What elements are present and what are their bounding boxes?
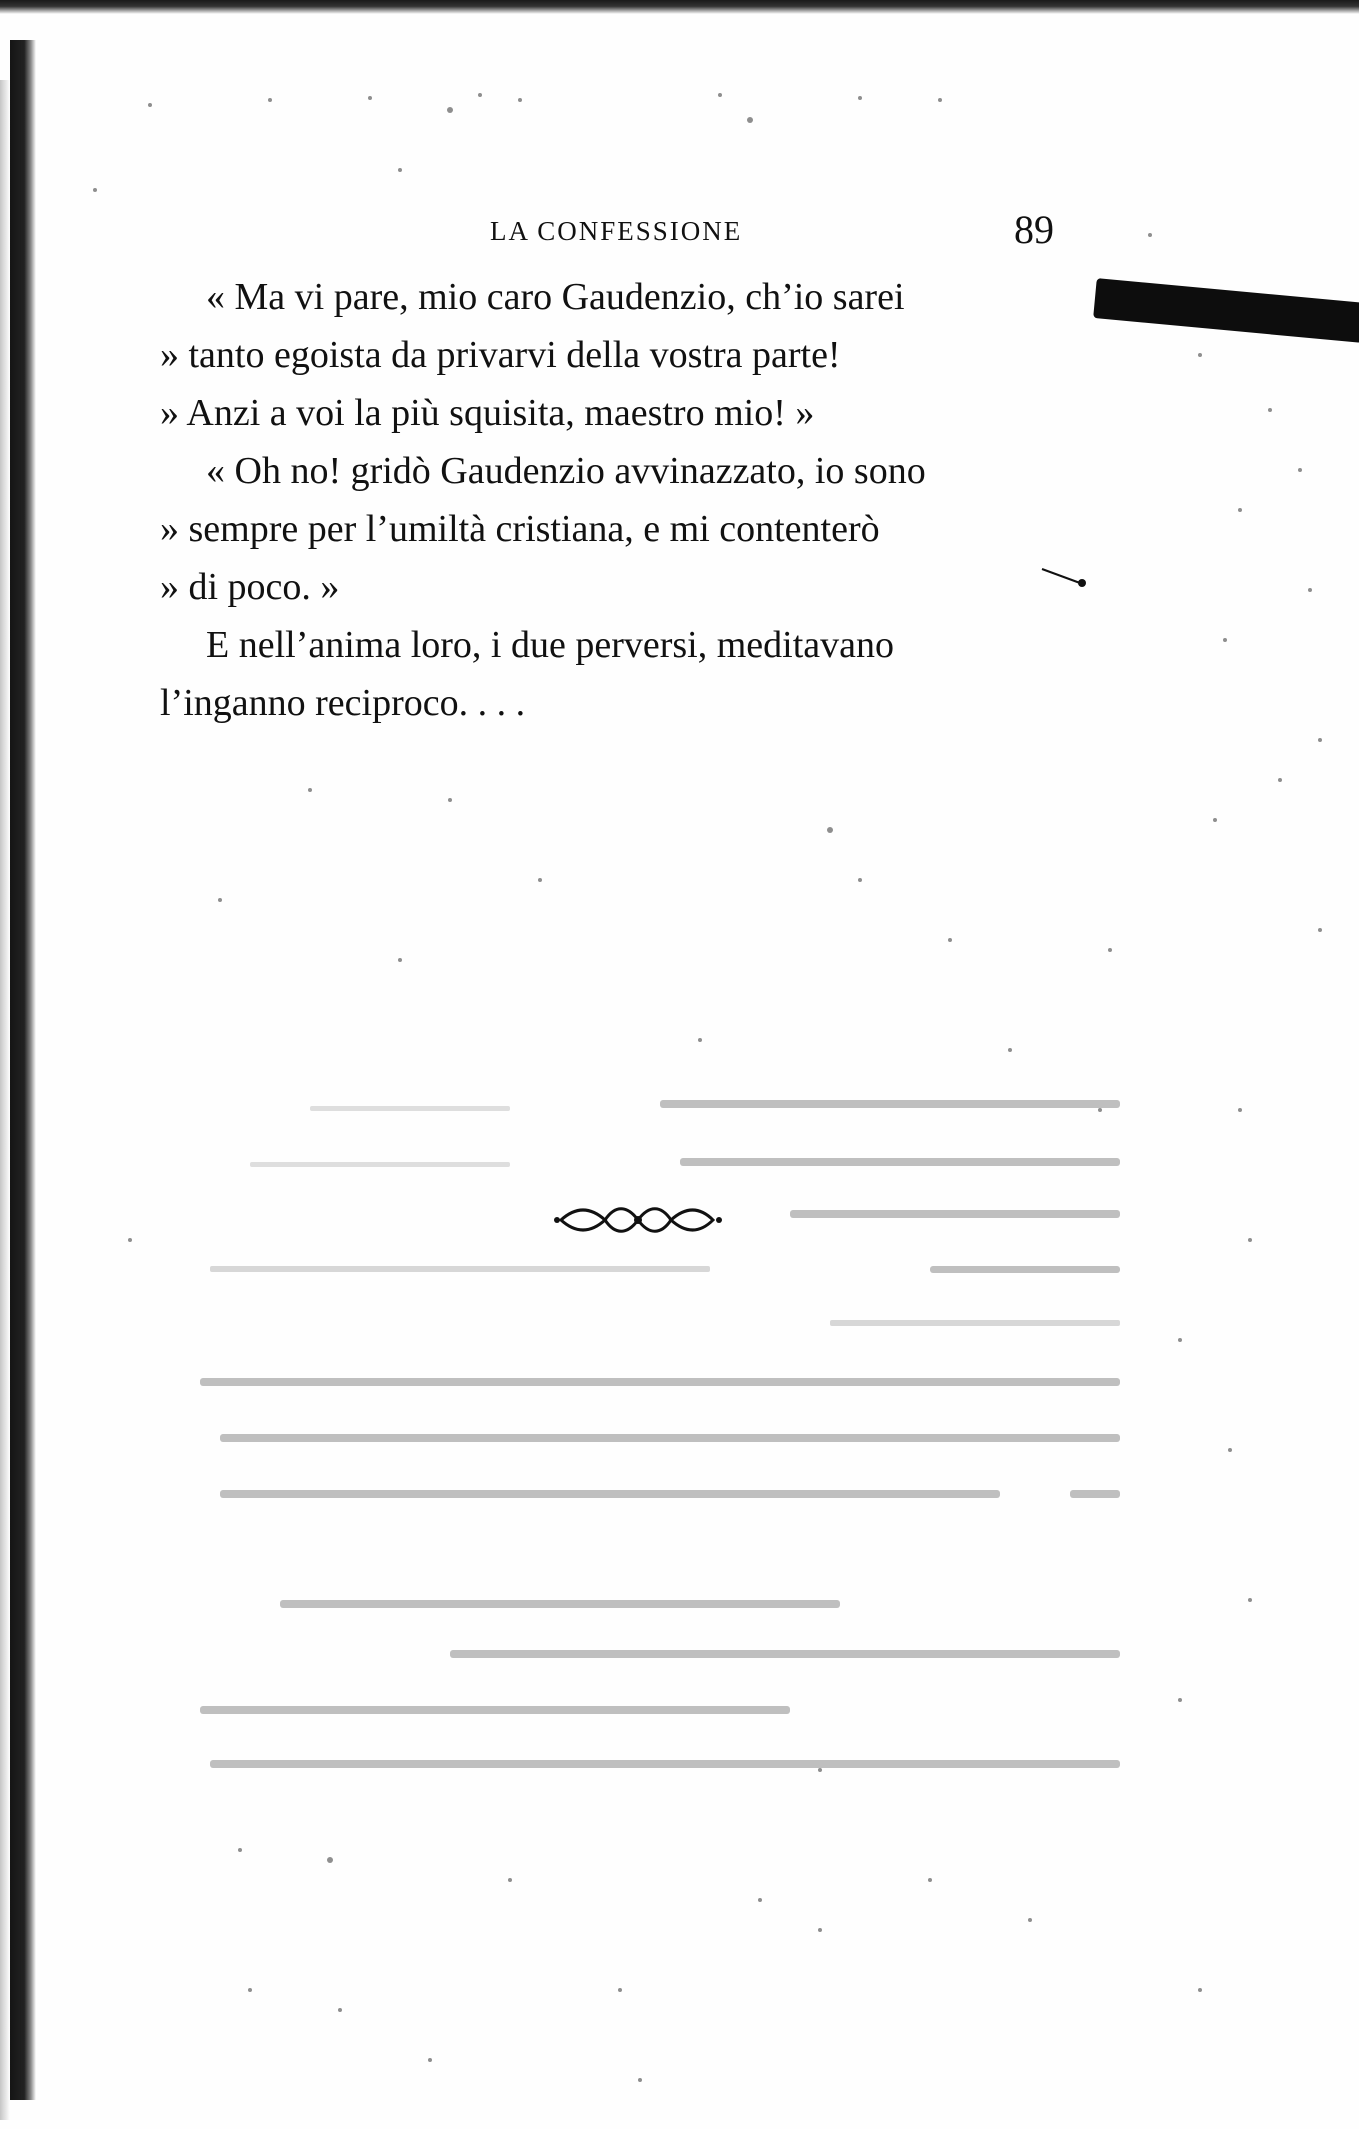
scan-left-edge bbox=[10, 40, 36, 2100]
scan-top-edge bbox=[0, 0, 1359, 14]
text-line: E nell’anima loro, i due perversi, meditavano bbox=[206, 624, 894, 666]
page-number: 89 bbox=[1014, 207, 1054, 252]
text-line: » Anzi a voi la più squisita, maestro mio! » bbox=[160, 392, 815, 434]
text-line: « Ma vi pare, mio caro Gaudenzio, ch’io sarei bbox=[206, 276, 905, 318]
running-header bbox=[160, 206, 1060, 256]
text-line: » sempre per l’umiltà cristiana, e mi contenterò bbox=[160, 508, 880, 550]
text-line: » tanto egoista da privarvi della vostra parte! bbox=[160, 334, 841, 376]
text-line: l’inganno reciproco. . . . bbox=[160, 682, 526, 724]
dark-paper-strip bbox=[1093, 278, 1359, 343]
running-header-title: LA CONFESSIONE bbox=[490, 216, 743, 246]
pen-mark-icon bbox=[1040, 567, 1100, 587]
text-line: « Oh no! gridò Gaudenzio avvinazzato, io sono bbox=[206, 450, 926, 492]
scan-left-shadow bbox=[0, 80, 10, 2120]
text-line: » di poco. » bbox=[160, 566, 340, 608]
bleed-through-text bbox=[190, 1080, 1150, 1840]
fleuron-ornament-icon bbox=[553, 1195, 723, 1245]
